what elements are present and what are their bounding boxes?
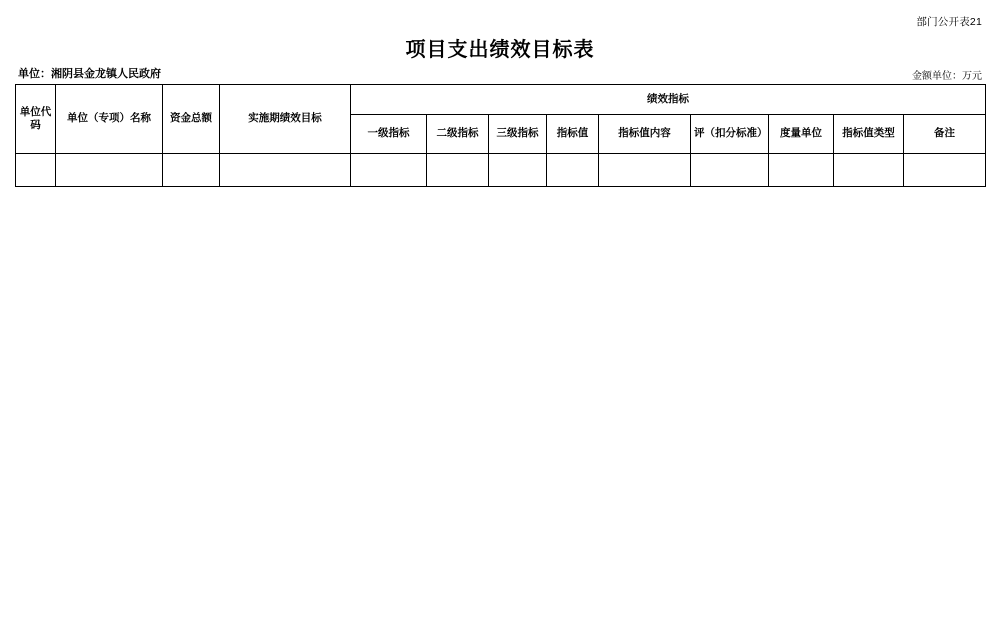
header-unit-name: 单位（专项）名称 — [56, 85, 163, 154]
performance-target-table — [15, 84, 986, 187]
header-unit-code: 单位代码 — [16, 85, 56, 154]
cell-unit-code — [16, 154, 56, 187]
cell-score-standard — [691, 154, 769, 187]
header-measure-unit: 度量单位 — [769, 115, 834, 154]
header-remark: 备注 — [904, 115, 986, 154]
table-body — [16, 154, 986, 187]
amount-unit-label: 金额单位：万元 — [912, 71, 982, 82]
cell-unit-name — [56, 154, 163, 187]
page-title: 项目支出绩效目标表 — [405, 39, 595, 61]
cell-level3 — [489, 154, 547, 187]
header-period-goal: 实施期绩效目标 — [220, 85, 351, 154]
table-header-row-1 — [16, 85, 986, 115]
header-level1: 一级指标 — [351, 115, 427, 154]
document-tag: 部门公开表21 — [916, 16, 982, 28]
cell-level1 — [351, 154, 427, 187]
header-fund-total: 资金总额 — [163, 85, 220, 154]
unit-label: 单位：湘阴县金龙镇人民政府 — [18, 68, 161, 80]
cell-level2 — [427, 154, 489, 187]
header-level3: 三级指标 — [489, 115, 547, 154]
table-row — [16, 154, 986, 187]
header-level2: 二级指标 — [427, 115, 489, 154]
header-indicator-value: 指标值 — [547, 115, 599, 154]
header-performance-group: 绩效指标 — [351, 85, 986, 115]
cell-indicator-value — [547, 154, 599, 187]
header-score-standard: 评（扣分标准） — [691, 115, 769, 154]
cell-value-type — [834, 154, 904, 187]
cell-fund-total — [163, 154, 220, 187]
cell-indicator-content — [599, 154, 691, 187]
header-indicator-content: 指标值内容 — [599, 115, 691, 154]
performance-table-container — [15, 84, 985, 187]
cell-period-goal — [220, 154, 351, 187]
cell-measure-unit — [769, 154, 834, 187]
header-value-type: 指标值类型 — [834, 115, 904, 154]
cell-remark — [904, 154, 986, 187]
